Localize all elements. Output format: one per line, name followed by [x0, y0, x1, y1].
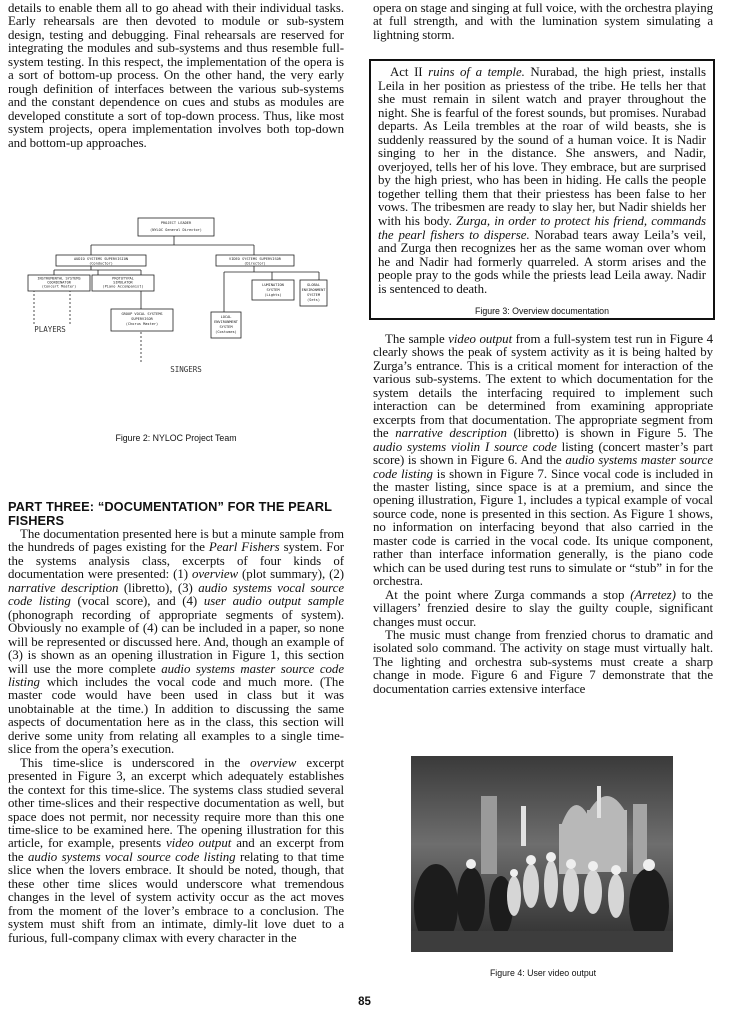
right-body — [373, 333, 713, 696]
fig2-instrumental: INSTRUMENTAL SYSTEMS COORDINATOR (Concert Master) — [37, 276, 81, 289]
part3-paragraph-1: The documentation presented here is but a minute sample from the hundreds of pages existing for the Pearl Fishers system. For the systems analysis class, excerpts of four kinds of documentation were presented: (1) overview (plot summary), (2) narrative description (libretto), (3) audio systems vocal source code listing (vocal score), and (4) user audio output sample (phonograph recording of appropriate segments of system). Obviously no example of (4) can be included in a paper, so none will be represented or discussed here. And, though an example of (3) is shown as an opening illustration in Figure 1, this section will use the more complete audio systems master source code listing which includes the vocal code and much more. (The master code would have been used in class but it was unobtainable at the time.) In addition to discussing the same aspects of documentation here as in the class, this section will derive some unity from relating all examples to a single time-slice from the opera’s execution. — [8, 527, 345, 757]
fig2-singers-label: SINGERS — [170, 365, 202, 374]
fig2-global-env: GLOBAL ENVIRONMENT SYSTEM (Sets) — [301, 283, 326, 302]
right-paragraph-b: At the point where Zurga commands a stop (Arretez) to the villagers’ frenzied desire to slay the guilty couple, significant changes must occur. — [373, 587, 713, 629]
figure2-org-chart — [26, 212, 328, 382]
fig2-audio-supervision: AUDIO SYSTEMS SUPERVISION (Conductor) — [73, 257, 129, 266]
fig2-players-label: PLAYERS — [34, 325, 66, 334]
page-number: 85 — [358, 996, 371, 1008]
right-paragraph-a: The sample video output from a full-system test run in Figure 4 clearly shows the peak of system activity as it is being halted by Zurga’s entrance. This is a critical moment for interaction of the various sub-systems. The extent to which documentation for the system details the interfacing required to implement such interaction can be determined from examining appropriate excerpts from that documentation. The appropriate segment from the narrative description (libretto) is shown in Figure 5. The audio systems violin I source code listing (concert master’s part score) is shown in Figure 6. And the audio systems master source code listing is shown in Figure 7. Since vocal code is included in the master listing, since space is at a premium, and since the opening illustration, Figure 1, includes a typical example of vocal source code, none is presented in this section. As Figure 1 shows, no information on interfacing beyond that also carried in the master code is carried in the vocal code. Its unique component, rather than interface information generally, is the piano code which can be used during test runs to simulate or “stub” in for the orchestra. — [373, 332, 713, 589]
figure3-overview-text: Act II ruins of a temple. Nurabad, the high priest, installs Leila in her position as priestess of the tribe. He tells her that she must remain in silent watch and prayer throughout the night. She is fearful of the forest sounds, but promises. Nurabad departs. As Leila trembles at the roar of wild beasts, she is suddenly reassured by the sound of a human voice. It is Nadir singing to her in the distance. She answers, and Nadir, overjoyed, tells her of his love. They embrace, but are surprised by the high priest, who has been in hiding. He calls the people together telling them that their priestess has been false to her vows. The tribesmen are ready to slay her, but Nadir shields her with his body. Zurga, in order to protect his friend, commands the pearl fishers to disperse. Norabad tears away Leila’s veil, and Zurga then recognizes her as the same woman over whom he and Nadir had formerly quarreled. A storm arises and the people pray to the gods while the priests lead Leila away. Nadir is sentenced to death. — [378, 65, 706, 296]
section-heading: PART THREE: “DOCUMENTATION” FOR THE PEARL FISHERS — [8, 499, 332, 528]
figure3-caption: Figure 3: Overview documentation — [475, 306, 609, 316]
fig2-project-leader: PROJECT LEADER (NYLOC General Director) — [150, 221, 202, 232]
figure4-caption: Figure 4: User video output — [489, 968, 597, 978]
opera-paragraph: opera on stage and singing at full voice, with the orchestra playing at full strength, and with the lumination system simulating a lightning storm. — [373, 1, 713, 42]
fig2-lumination: LUMINATION SYSTEM (Lights) — [262, 283, 284, 297]
fig2-local-env: LOCAL ENVIRONMENT SYSTEM (Costumes) — [214, 315, 238, 334]
figure2-caption: Figure 2: NYLOC Project Team — [115, 433, 237, 443]
right-paragraph-c: The music must change from frenzied chorus to dramatic and isolated solo command. The activity on stage must virtually halt. The lighting and orchestra sub-systems must create a sharp change in mode. Figure 6 and Figure 7 demonstrate that the documentation carries extensive interface — [373, 627, 713, 696]
fig2-vocal: GROUP VOCAL SYSTEMS SUPERVISOR (Chorus Master) — [121, 312, 163, 326]
fig2-prototypal: PROTOTYPAL SIMULATOR (Piano Accompanist) — [102, 276, 144, 289]
intro-paragraph: details to enable them all to go ahead with their individual tasks. Early rehearsals are then devoted to module or sub-system design, testing and debugging. Final rehearsals are reserved for integrating the modules and sub-systems and thus resemble full-system testing. In this respect, the implementation of the opera is a sort of bottom-up process. On the other hand, the very early rough definition of interfaces between the various sub-systems and the constant dependence on cues and stubs as modules are developed constitute a sort of top-down process. Thus, like most system projects, opera implementation involves both top-down and bottom-up approaches. — [8, 1, 344, 150]
part3-paragraph-2: This time-slice is underscored in the overview excerpt presented in Figure 3, an excerpt which adequately establishes the context for this time-slice. The systems class studied several other time-slices and their respective documentation as well, but space does not permit, nor necessity require more than this one time-slice to be examined here. The opening illustration for this article, for example, presents video output and an excerpt from the audio systems vocal source code listing relating to that time slice when the lovers embrace. It should be noted, though, that these other time slices would underscore what tremendous changes in the level of system activity occur as the act moves from the moment of the lover’s embrace to a conclusion. The system must shift from an intimate, dimly-lit love duet to a furious, full-company climax with every character in the — [8, 755, 344, 945]
figure4-photo — [411, 756, 673, 952]
fig2-video-supervisor: VIDEO SYSTEMS SUPERVISOR (Director) — [229, 257, 281, 266]
part3-body — [8, 528, 344, 945]
figure3-box — [369, 59, 715, 320]
